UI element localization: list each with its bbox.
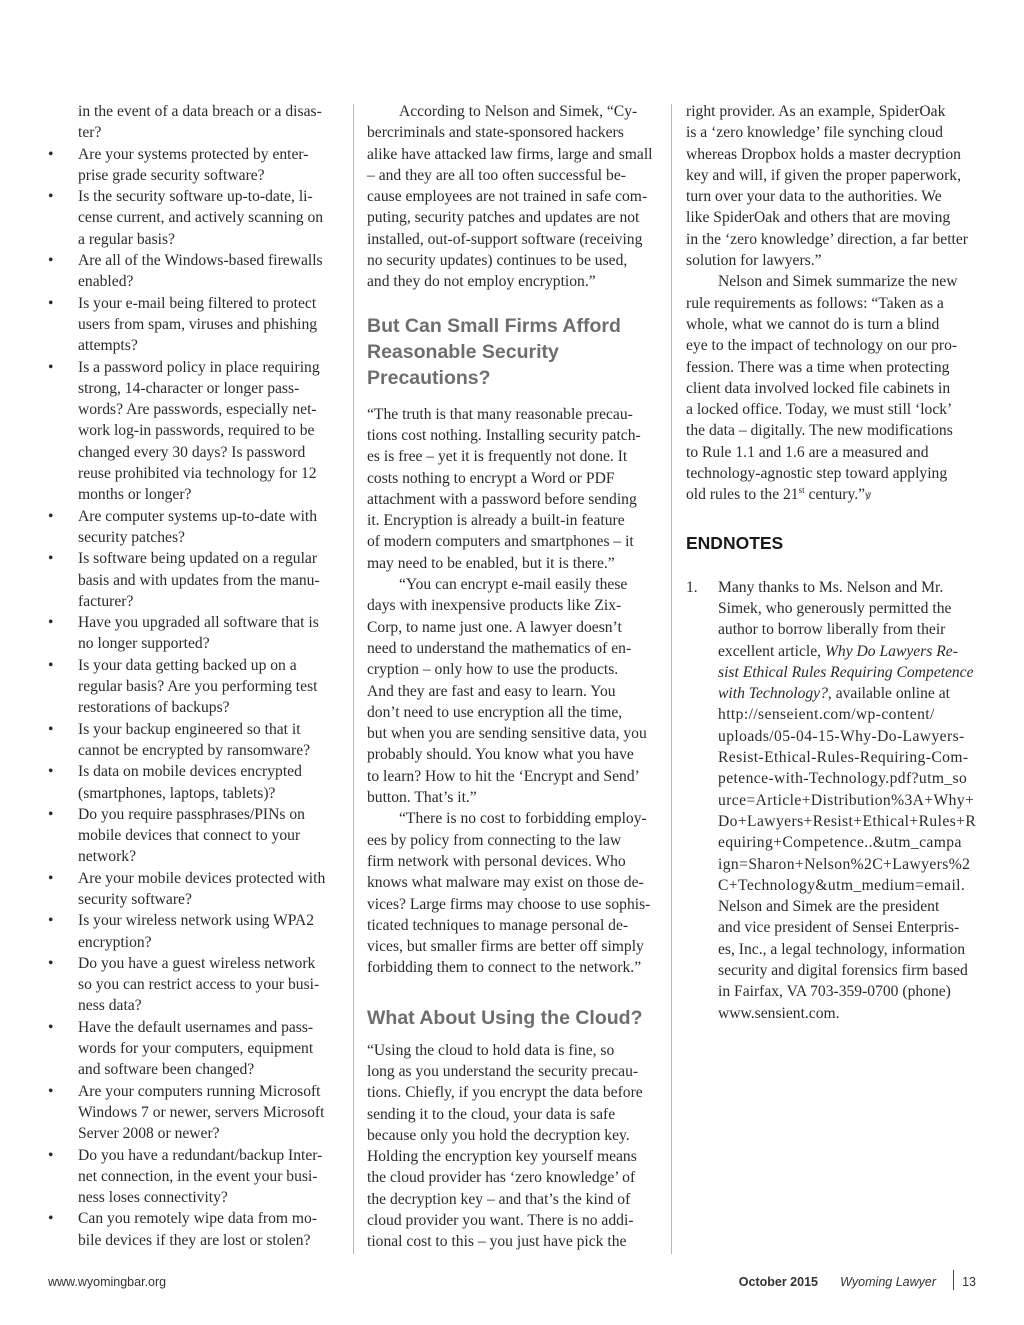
- endnote: 1. Many thanks to Ms. Nelson and Mr. Simek, who generously permitted the author to borrow liberally from their excellent article, Why Do Lawyers Re- sist Ethical Rules Requiring Competence with Technology?, available online at http://senseient.com/wp-content/ uploads/05-04-15-Why-Do-Lawyers- Resist-Ethical-Rules-Requiring-Com- petence-with-Technology.pdf?utm_so urce=Article+Distribution%3A+Why+ Do+Lawyers+Resist+Ethical+Rules+R equiring+Competence..&utm_campa ign=Sharon+Nelson%2C+Lawyers%2 C+Technology&utm_medium=email. Nelson and Simek are the president and vice president of Sensei Enterpris- es, Inc., a legal technology, information security and digital forensics firm based in Fairfax, VA 703-359-0700 (phone) www.sensient.com.: [686, 577, 977, 1024]
- list-item: • Are your mobile devices protected with security software?: [48, 869, 326, 908]
- bullet-icon: •: [48, 294, 54, 312]
- list-item: • Have the default usernames and pass- words for your computers, equipment and software been changed?: [48, 1018, 314, 1079]
- list-item: • Is the security software up-to-date, li- cense current, and actively scanning on a regular basis?: [48, 188, 324, 248]
- column-divider: [671, 104, 672, 1254]
- footer-magazine-name: Wyoming Lawyer: [840, 1275, 936, 1289]
- list-item: • Are your systems protected by enter- prise grade security software?: [48, 145, 309, 184]
- bullet-icon: •: [48, 1018, 54, 1036]
- bullet-icon: •: [48, 954, 54, 972]
- page-footer: [48, 1273, 976, 1295]
- bullet-icon: •: [48, 656, 54, 674]
- article-title: Why Do Lawyers Re- sist Ethical Rules Requiring Competence with Technology?: [718, 642, 974, 703]
- checklist: [48, 101, 338, 1251]
- list-item: • Is your data getting backed up on a regular basis? Are you performing test restorations of backups?: [48, 656, 318, 717]
- column-divider: [353, 104, 354, 1254]
- paragraph: “There is no cost to forbidding employ- ees by policy from connecting to the law firm network with personal devices. Who knows what malware may exist on those de- vices? Large firms may choose to use sophis- ticated techniques to manage personal de- vices, but smaller firms are better off simply forbidding them to connect to the network.”: [367, 810, 651, 977]
- footer-divider: [953, 1270, 954, 1290]
- list-item: • Is data on mobile devices encrypted (smartphones, laptops, tablets)?: [48, 763, 302, 802]
- bullet-icon: •: [48, 550, 54, 568]
- article-url-link[interactable]: http://senseient.com/wp-content/ uploads/05-04-15-Why-Do-Lawyers- Resist-Ethical-Rules-Requiring-Com- petence-with-Technology.pdf?utm_so urce=Article+Distribution%3A+Why+ Do+Lawyers+Resist+Ethical+Rules+R equiring+Competence..&utm_campa ign=Sharon+Nelson%2C+Lawyers%2 C+Technology&utm_medium=email.: [718, 706, 977, 894]
- footer-issue-date: October 2015: [738, 1275, 818, 1289]
- section-heading: What About Using the Cloud?: [367, 1006, 643, 1029]
- bullet-icon: •: [48, 188, 54, 206]
- end-mark-icon: ꝟ: [865, 488, 872, 503]
- endnote-number: 1.: [686, 578, 698, 596]
- bullet-icon: •: [48, 720, 54, 738]
- paragraph: Nelson and Simek summarize the new rule requirements as follows: “Taken as a whole, what we cannot do is turn a blind eye to the impact of technology on our pro- fession. There was a time when protecting client data involved locked file cabinets in a locked office. Today, we must still ‘lock’ the data – digitally. The new modifications to Rule 1.1 and 1.6 are a measured and technology-agnostic step toward applying old rules to the 21st century.”ꝟ: [686, 273, 958, 504]
- bullet-icon: •: [48, 912, 54, 930]
- list-item: • Do you have a redundant/backup Inter- net connection, in the event your busi- ness loses connectivity?: [48, 1146, 323, 1207]
- bullet-icon: •: [48, 869, 54, 887]
- paragraph: right provider. As an example, SpiderOak is a ‘zero knowledge’ file synching cloud whereas Dropbox holds a master decryption key and will, if given the proper paperwork, turn over your data to the authorities. We like SpiderOak and others that are moving in the ‘zero knowledge’ direction, a far better solution for lawyers.”: [686, 103, 968, 270]
- column-left: [48, 101, 338, 1251]
- list-item: • Can you remotely wipe data from mo- bile devices if they are lost or stolen?: [48, 1210, 318, 1249]
- list-item: • Are all of the Windows-based firewalls enabled?: [48, 252, 323, 291]
- bullet-icon: •: [48, 252, 54, 270]
- bullet-icon: •: [48, 1082, 54, 1100]
- list-item: • Have you upgraded all software that is no longer supported?: [48, 614, 319, 653]
- list-item: • Are your computers running Microsoft Windows 7 or newer, servers Microsoft Server 2008 or newer?: [48, 1082, 325, 1143]
- paragraph: “You can encrypt e-mail easily these days with inexpensive products like Zix- Corp, to name just one. A lawyer doesn’t need to understand the mathematics of en- cryption – only how to use the products. And they are fast and easy to learn. You don’t need to use encryption all the time, but when you are sending sensitive data, you probably should. You know what you have to learn? How to hit the ‘Encrypt and Send’ button. That’s it.”: [367, 576, 647, 807]
- list-item: • Do you require passphrases/PINs on mobile devices that connect to your network?: [48, 805, 305, 866]
- bullet-icon: •: [48, 358, 54, 376]
- paragraph: “The truth is that many reasonable precau- tions cost nothing. Installing security patch- es is free – yet it is frequently not done. It costs nothing to encrypt a Word or PDF attachment with a password before sending it. Encryption is already a built-in feature of modern computers and smartphones – it may need to be enabled, but it is there.”: [367, 405, 641, 572]
- list-item: • Is software being updated on a regular basis and with updates from the manu- facturer?: [48, 550, 320, 610]
- bullet-icon: •: [48, 763, 54, 781]
- list-item: • Are computer systems up-to-date with security patches?: [48, 507, 318, 546]
- column-middle: [367, 101, 658, 1253]
- paragraph: “Using the cloud to hold data is fine, so long as you understand the security precau- tions. Chiefly, if you encrypt the data before sending it to the cloud, your data is safe because only you hold the decryption key. Holding the encryption key yourself means the cloud provider has ‘zero knowledge’ of the decryption key – and that’s the kind of cloud provider you want. There is no addi- tional cost to this – you just have pick the: [367, 1041, 643, 1251]
- page-number: 13: [962, 1275, 976, 1289]
- bullet-icon: •: [48, 1146, 54, 1164]
- endnotes-heading: ENDNOTES: [686, 532, 784, 553]
- list-item: • Is your wireless network using WPA2 encryption?: [48, 912, 315, 951]
- list-item: • Is a password policy in place requiring strong, 14-character or longer pass- words? Are passwords, especially net- work log-in passwords, required to be changed every 30 days? Is password reuse prohibited via technology for 12 months or longer?: [48, 358, 320, 504]
- bullet-icon: •: [48, 145, 54, 163]
- list-item: • Is your backup engineered so that it cannot be encrypted by ransomware?: [48, 720, 311, 759]
- column-right: [686, 101, 977, 1024]
- bullet-icon: •: [48, 1210, 54, 1228]
- section-heading: But Can Small Firms Afford Reasonable Security Precautions?: [367, 314, 621, 389]
- list-item: • Do you have a guest wireless network so you can restrict access to your busi- ness data?: [48, 954, 320, 1015]
- footer-website-link[interactable]: www.wyomingbar.org: [48, 1275, 167, 1289]
- endnotes-list: [686, 577, 977, 1024]
- bullet-icon: •: [48, 805, 54, 823]
- list-item: • Is your e-mail being filtered to protect users from spam, viruses and phishing attempts?: [48, 294, 318, 355]
- bullet-icon: •: [48, 507, 54, 525]
- endnote-text: Nelson and Simek are the president and vice president of Sensei Enterpris- es, Inc., a legal technology, information security and digital forensics firm based in Fairfax, VA 703-359-0700 (phone) www.sensient.com.: [718, 898, 968, 1022]
- bullet-icon: •: [48, 614, 54, 632]
- list-item-continued: in the event of a data breach or a disas- ter?: [78, 103, 322, 142]
- paragraph: According to Nelson and Simek, “Cy- bercriminals and state-sponsored hackers alike have attacked law firms, large and small – and they are all too often successful be- cause employees are not trained in safe com- puting, security patches and updates are not installed, out-of-support software (receiving no security updates) continues to be used, and they do not employ encryption.”: [367, 103, 653, 291]
